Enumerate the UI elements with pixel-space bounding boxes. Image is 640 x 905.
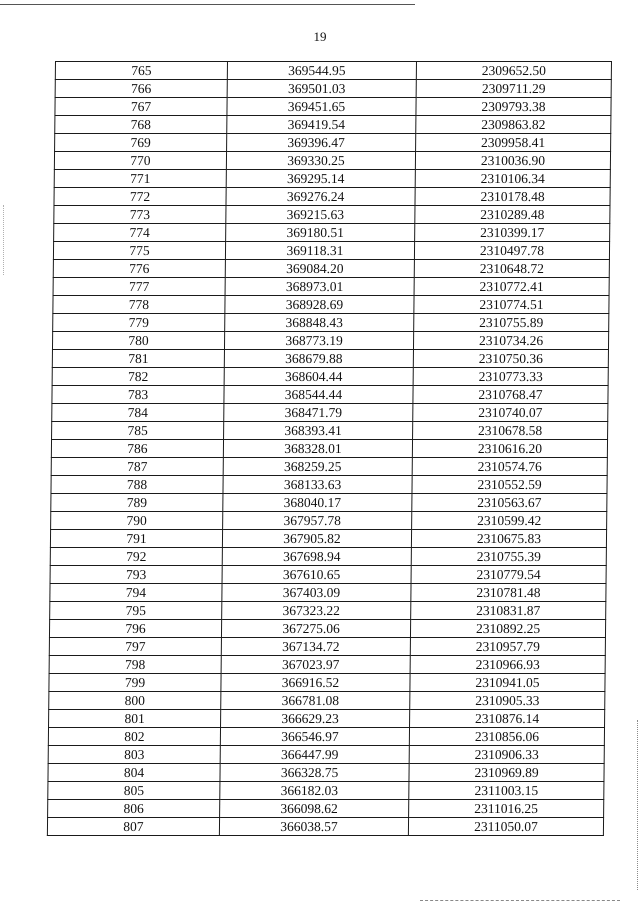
x-coordinate-cell: 367023.97 bbox=[221, 656, 410, 674]
table-row bbox=[54, 188, 610, 206]
y-coordinate-cell: 2310906.33 bbox=[409, 746, 604, 764]
table-row bbox=[50, 530, 606, 548]
point-number-cell: 768 bbox=[55, 116, 227, 134]
point-number-cell: 790 bbox=[51, 512, 223, 530]
x-coordinate-cell: 366447.99 bbox=[220, 746, 409, 764]
x-coordinate-cell: 366182.03 bbox=[220, 782, 409, 800]
table-row bbox=[48, 746, 604, 764]
point-number-cell: 788 bbox=[51, 476, 223, 494]
table-row bbox=[50, 548, 606, 566]
table-row bbox=[51, 458, 607, 476]
x-coordinate-cell: 369084.20 bbox=[225, 260, 414, 278]
y-coordinate-cell: 2309793.38 bbox=[416, 98, 611, 116]
point-number-cell: 782 bbox=[52, 368, 224, 386]
table-row bbox=[55, 116, 611, 134]
x-coordinate-cell: 368471.79 bbox=[224, 404, 413, 422]
y-coordinate-cell: 2310750.36 bbox=[413, 350, 608, 368]
point-number-cell: 802 bbox=[48, 728, 220, 746]
y-coordinate-cell: 2310755.39 bbox=[411, 548, 606, 566]
point-number-cell: 804 bbox=[48, 764, 220, 782]
y-coordinate-cell: 2310740.07 bbox=[413, 404, 608, 422]
point-number-cell: 803 bbox=[48, 746, 220, 764]
x-coordinate-cell: 366781.08 bbox=[221, 692, 410, 710]
y-coordinate-cell: 2310678.58 bbox=[413, 422, 608, 440]
x-coordinate-cell: 369215.63 bbox=[226, 206, 415, 224]
bottom-rule bbox=[420, 900, 620, 901]
point-number-cell: 774 bbox=[54, 224, 226, 242]
y-coordinate-cell: 2310773.33 bbox=[413, 368, 608, 386]
point-number-cell: 767 bbox=[55, 98, 227, 116]
y-coordinate-cell: 2310289.48 bbox=[415, 206, 610, 224]
scan-edge-mark-right bbox=[637, 720, 638, 890]
point-number-cell: 765 bbox=[55, 62, 227, 80]
table-row bbox=[50, 602, 606, 620]
x-coordinate-cell: 366328.75 bbox=[220, 764, 409, 782]
x-coordinate-cell: 367275.06 bbox=[221, 620, 410, 638]
y-coordinate-cell: 2310774.51 bbox=[414, 296, 609, 314]
x-coordinate-cell: 366629.23 bbox=[221, 710, 410, 728]
point-number-cell: 781 bbox=[52, 350, 224, 368]
y-coordinate-cell: 2309652.50 bbox=[416, 62, 611, 80]
y-coordinate-cell: 2310497.78 bbox=[414, 242, 609, 260]
y-coordinate-cell: 2310734.26 bbox=[413, 332, 608, 350]
x-coordinate-cell: 369330.25 bbox=[226, 152, 415, 170]
coordinates-table-body bbox=[47, 62, 611, 836]
table-row bbox=[51, 476, 607, 494]
y-coordinate-cell: 2310969.89 bbox=[409, 764, 604, 782]
y-coordinate-cell: 2310036.90 bbox=[415, 152, 610, 170]
table-row bbox=[52, 404, 608, 422]
table-row bbox=[49, 620, 605, 638]
y-coordinate-cell: 2310648.72 bbox=[414, 260, 609, 278]
x-coordinate-cell: 369396.47 bbox=[227, 134, 416, 152]
point-number-cell: 776 bbox=[53, 260, 225, 278]
table-row bbox=[55, 98, 611, 116]
y-coordinate-cell: 2310106.34 bbox=[415, 170, 610, 188]
y-coordinate-cell: 2310941.05 bbox=[410, 674, 605, 692]
point-number-cell: 793 bbox=[50, 566, 222, 584]
y-coordinate-cell: 2310779.54 bbox=[411, 566, 606, 584]
point-number-cell: 806 bbox=[48, 800, 220, 818]
table-row bbox=[49, 674, 605, 692]
table-row bbox=[53, 314, 609, 332]
x-coordinate-cell: 368328.01 bbox=[223, 440, 412, 458]
x-coordinate-cell: 367905.82 bbox=[222, 530, 411, 548]
y-coordinate-cell: 2310831.87 bbox=[411, 602, 606, 620]
point-number-cell: 777 bbox=[53, 278, 225, 296]
y-coordinate-cell: 2310772.41 bbox=[414, 278, 609, 296]
coordinates-table bbox=[47, 61, 612, 836]
table-row bbox=[52, 386, 608, 404]
point-number-cell: 772 bbox=[54, 188, 226, 206]
point-number-cell: 780 bbox=[52, 332, 224, 350]
point-number-cell: 766 bbox=[55, 80, 227, 98]
x-coordinate-cell: 368848.43 bbox=[225, 314, 414, 332]
point-number-cell: 785 bbox=[52, 422, 224, 440]
point-number-cell: 805 bbox=[48, 782, 220, 800]
table-row bbox=[49, 656, 605, 674]
x-coordinate-cell: 369544.95 bbox=[227, 62, 416, 80]
x-coordinate-cell: 368604.44 bbox=[224, 368, 413, 386]
table-row bbox=[51, 494, 607, 512]
point-number-cell: 799 bbox=[49, 674, 221, 692]
x-coordinate-cell: 366546.97 bbox=[220, 728, 409, 746]
point-number-cell: 797 bbox=[49, 638, 221, 656]
x-coordinate-cell: 367134.72 bbox=[221, 638, 410, 656]
point-number-cell: 800 bbox=[49, 692, 221, 710]
table-row bbox=[52, 368, 608, 386]
x-coordinate-cell: 369180.51 bbox=[226, 224, 415, 242]
table-row bbox=[52, 332, 608, 350]
point-number-cell: 783 bbox=[52, 386, 224, 404]
table-row bbox=[53, 260, 609, 278]
x-coordinate-cell: 369419.54 bbox=[227, 116, 416, 134]
point-number-cell: 786 bbox=[51, 440, 223, 458]
y-coordinate-cell: 2310905.33 bbox=[410, 692, 605, 710]
table-row bbox=[54, 152, 610, 170]
x-coordinate-cell: 368393.41 bbox=[224, 422, 413, 440]
x-coordinate-cell: 368133.63 bbox=[223, 476, 412, 494]
table-row bbox=[54, 206, 610, 224]
point-number-cell: 771 bbox=[54, 170, 226, 188]
x-coordinate-cell: 367610.65 bbox=[222, 566, 411, 584]
y-coordinate-cell: 2311016.25 bbox=[409, 800, 604, 818]
point-number-cell: 794 bbox=[50, 584, 222, 602]
point-number-cell: 796 bbox=[49, 620, 221, 638]
y-coordinate-cell: 2310563.67 bbox=[412, 494, 607, 512]
y-coordinate-cell: 2310552.59 bbox=[412, 476, 607, 494]
x-coordinate-cell: 369501.03 bbox=[227, 80, 416, 98]
point-number-cell: 778 bbox=[53, 296, 225, 314]
x-coordinate-cell: 368544.44 bbox=[224, 386, 413, 404]
y-coordinate-cell: 2311003.15 bbox=[409, 782, 604, 800]
table-row bbox=[51, 440, 607, 458]
table-row bbox=[53, 242, 609, 260]
table-row bbox=[55, 134, 611, 152]
table-row bbox=[48, 764, 604, 782]
x-coordinate-cell: 367698.94 bbox=[222, 548, 411, 566]
table-row bbox=[48, 782, 604, 800]
table-row bbox=[49, 692, 605, 710]
y-coordinate-cell: 2309958.41 bbox=[416, 134, 611, 152]
page-number: 19 bbox=[313, 29, 327, 44]
x-coordinate-cell: 369295.14 bbox=[226, 170, 415, 188]
y-coordinate-cell: 2310966.93 bbox=[410, 656, 605, 674]
table-row bbox=[48, 800, 604, 818]
point-number-cell: 789 bbox=[51, 494, 223, 512]
x-coordinate-cell: 368773.19 bbox=[224, 332, 413, 350]
y-coordinate-cell: 2310876.14 bbox=[410, 710, 605, 728]
table-row bbox=[55, 62, 611, 80]
table-row bbox=[54, 170, 610, 188]
table-row bbox=[50, 566, 606, 584]
x-coordinate-cell: 369451.65 bbox=[227, 98, 416, 116]
top-rule bbox=[0, 4, 415, 5]
x-coordinate-cell: 367323.22 bbox=[222, 602, 411, 620]
y-coordinate-cell: 2311050.07 bbox=[408, 818, 603, 836]
x-coordinate-cell: 367403.09 bbox=[222, 584, 411, 602]
y-coordinate-cell: 2310599.42 bbox=[412, 512, 607, 530]
x-coordinate-cell: 367957.78 bbox=[223, 512, 412, 530]
y-coordinate-cell: 2310957.79 bbox=[410, 638, 605, 656]
table-row bbox=[55, 80, 611, 98]
table-row bbox=[53, 278, 609, 296]
point-number-cell: 798 bbox=[49, 656, 221, 674]
point-number-cell: 807 bbox=[47, 818, 219, 836]
x-coordinate-cell: 368928.69 bbox=[225, 296, 414, 314]
x-coordinate-cell: 368259.25 bbox=[223, 458, 412, 476]
x-coordinate-cell: 369276.24 bbox=[226, 188, 415, 206]
point-number-cell: 773 bbox=[54, 206, 226, 224]
point-number-cell: 784 bbox=[52, 404, 224, 422]
y-coordinate-cell: 2310768.47 bbox=[413, 386, 608, 404]
point-number-cell: 787 bbox=[51, 458, 223, 476]
y-coordinate-cell: 2310781.48 bbox=[411, 584, 606, 602]
x-coordinate-cell: 368040.17 bbox=[223, 494, 412, 512]
y-coordinate-cell: 2310856.06 bbox=[409, 728, 604, 746]
y-coordinate-cell: 2310178.48 bbox=[415, 188, 610, 206]
point-number-cell: 770 bbox=[54, 152, 226, 170]
table-row bbox=[50, 584, 606, 602]
table-row bbox=[49, 638, 605, 656]
y-coordinate-cell: 2310892.25 bbox=[410, 620, 605, 638]
table-row bbox=[47, 818, 603, 836]
table-row bbox=[48, 728, 604, 746]
y-coordinate-cell: 2309711.29 bbox=[416, 80, 611, 98]
point-number-cell: 792 bbox=[50, 548, 222, 566]
x-coordinate-cell: 368973.01 bbox=[225, 278, 414, 296]
y-coordinate-cell: 2310755.89 bbox=[414, 314, 609, 332]
scan-edge-mark-left bbox=[3, 205, 4, 275]
y-coordinate-cell: 2310399.17 bbox=[415, 224, 610, 242]
y-coordinate-cell: 2309863.82 bbox=[416, 116, 611, 134]
table-row bbox=[52, 422, 608, 440]
table-row bbox=[53, 296, 609, 314]
y-coordinate-cell: 2310616.20 bbox=[412, 440, 607, 458]
x-coordinate-cell: 366098.62 bbox=[220, 800, 409, 818]
x-coordinate-cell: 366038.57 bbox=[219, 818, 408, 836]
y-coordinate-cell: 2310675.83 bbox=[411, 530, 606, 548]
y-coordinate-cell: 2310574.76 bbox=[412, 458, 607, 476]
x-coordinate-cell: 366916.52 bbox=[221, 674, 410, 692]
table-row bbox=[49, 710, 605, 728]
x-coordinate-cell: 369118.31 bbox=[225, 242, 414, 260]
point-number-cell: 769 bbox=[55, 134, 227, 152]
point-number-cell: 775 bbox=[53, 242, 225, 260]
table-row bbox=[52, 350, 608, 368]
point-number-cell: 795 bbox=[50, 602, 222, 620]
table-row bbox=[51, 512, 607, 530]
point-number-cell: 791 bbox=[50, 530, 222, 548]
point-number-cell: 779 bbox=[53, 314, 225, 332]
point-number-cell: 801 bbox=[49, 710, 221, 728]
x-coordinate-cell: 368679.88 bbox=[224, 350, 413, 368]
table-row bbox=[54, 224, 610, 242]
